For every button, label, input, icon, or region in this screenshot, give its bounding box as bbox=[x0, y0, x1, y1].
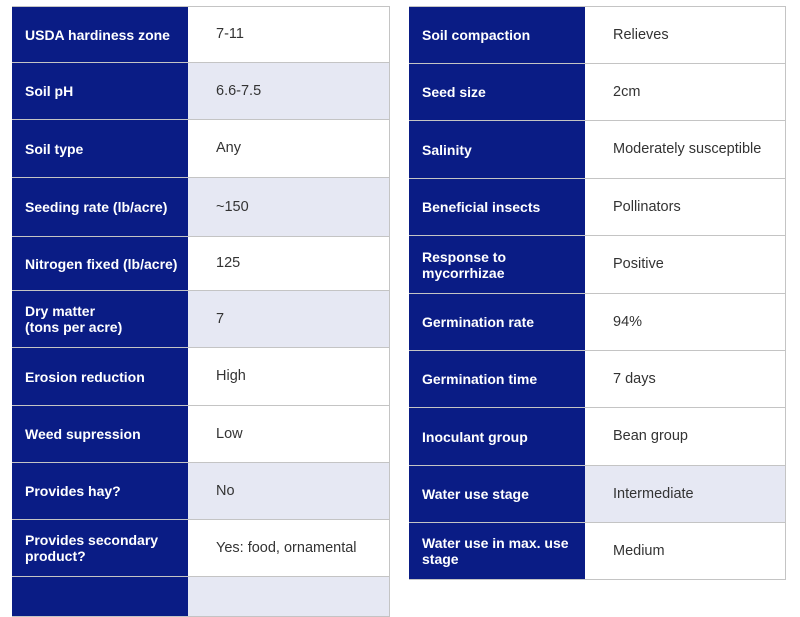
table-row bbox=[12, 520, 390, 577]
property-value: 7 bbox=[188, 291, 390, 348]
property-label bbox=[12, 577, 188, 617]
property-value: 2cm bbox=[585, 64, 786, 121]
table-row bbox=[12, 406, 390, 463]
table-row bbox=[12, 291, 390, 348]
property-label: Water use in max. use stage bbox=[409, 523, 585, 580]
property-label: Provides secondary product? bbox=[12, 520, 188, 577]
property-label: USDA hardiness zone bbox=[12, 7, 188, 63]
property-value: 7-11 bbox=[188, 7, 390, 63]
table-row bbox=[12, 178, 390, 237]
property-value: High bbox=[188, 348, 390, 406]
property-value: ~150 bbox=[188, 178, 390, 237]
property-value: No bbox=[188, 463, 390, 520]
property-value: Pollinators bbox=[585, 179, 786, 236]
table-row bbox=[409, 408, 786, 466]
property-value: Yes: food, ornamental bbox=[188, 520, 390, 577]
property-value: Relieves bbox=[585, 7, 786, 64]
property-value: Moderately susceptible bbox=[585, 121, 786, 179]
left-properties-table bbox=[12, 6, 390, 617]
property-label: Germination time bbox=[409, 351, 585, 408]
property-value: Bean group bbox=[585, 408, 786, 466]
property-label: Germination rate bbox=[409, 294, 585, 351]
property-label: Inoculant group bbox=[409, 408, 585, 466]
table-row bbox=[12, 237, 390, 291]
property-label: Water use stage bbox=[409, 466, 585, 523]
property-label: Soil pH bbox=[12, 63, 188, 120]
property-label: Salinity bbox=[409, 121, 585, 179]
property-label: Provides hay? bbox=[12, 463, 188, 520]
property-value: Intermediate bbox=[585, 466, 786, 523]
property-label-line: Dry matter (tons per acre) bbox=[25, 303, 123, 335]
property-value: Medium bbox=[585, 523, 786, 580]
table-row bbox=[409, 294, 786, 351]
table-row bbox=[409, 351, 786, 408]
table-row bbox=[409, 179, 786, 236]
property-label: Soil type bbox=[12, 120, 188, 178]
table-row bbox=[409, 236, 786, 294]
property-value: 6.6-7.5 bbox=[188, 63, 390, 120]
table-row bbox=[409, 64, 786, 121]
table-row bbox=[409, 7, 786, 64]
property-label: Soil compaction bbox=[409, 7, 585, 64]
property-value: Positive bbox=[585, 236, 786, 294]
property-value: 94% bbox=[585, 294, 786, 351]
property-value: 7 days bbox=[585, 351, 786, 408]
table-row bbox=[12, 63, 390, 120]
table-row bbox=[12, 7, 390, 63]
property-label: Seed size bbox=[409, 64, 585, 121]
table-row bbox=[409, 466, 786, 523]
table-row bbox=[12, 348, 390, 406]
property-label: Nitrogen fixed (lb/acre) bbox=[12, 237, 188, 291]
table-row bbox=[409, 523, 786, 580]
table-row bbox=[409, 121, 786, 179]
table-row bbox=[12, 463, 390, 520]
property-value: Low bbox=[188, 406, 390, 463]
property-label: Response to mycorrhizae bbox=[409, 236, 585, 294]
property-label: Erosion reduction bbox=[12, 348, 188, 406]
property-value: 125 bbox=[188, 237, 390, 291]
property-label: Beneficial insects bbox=[409, 179, 585, 236]
property-label bbox=[12, 291, 188, 348]
table-row bbox=[12, 120, 390, 178]
property-label: Weed supression bbox=[12, 406, 188, 463]
table-row bbox=[12, 577, 390, 617]
right-properties-table bbox=[409, 6, 786, 580]
property-value: Any bbox=[188, 120, 390, 178]
property-value bbox=[188, 577, 390, 617]
property-label: Seeding rate (lb/acre) bbox=[12, 178, 188, 237]
